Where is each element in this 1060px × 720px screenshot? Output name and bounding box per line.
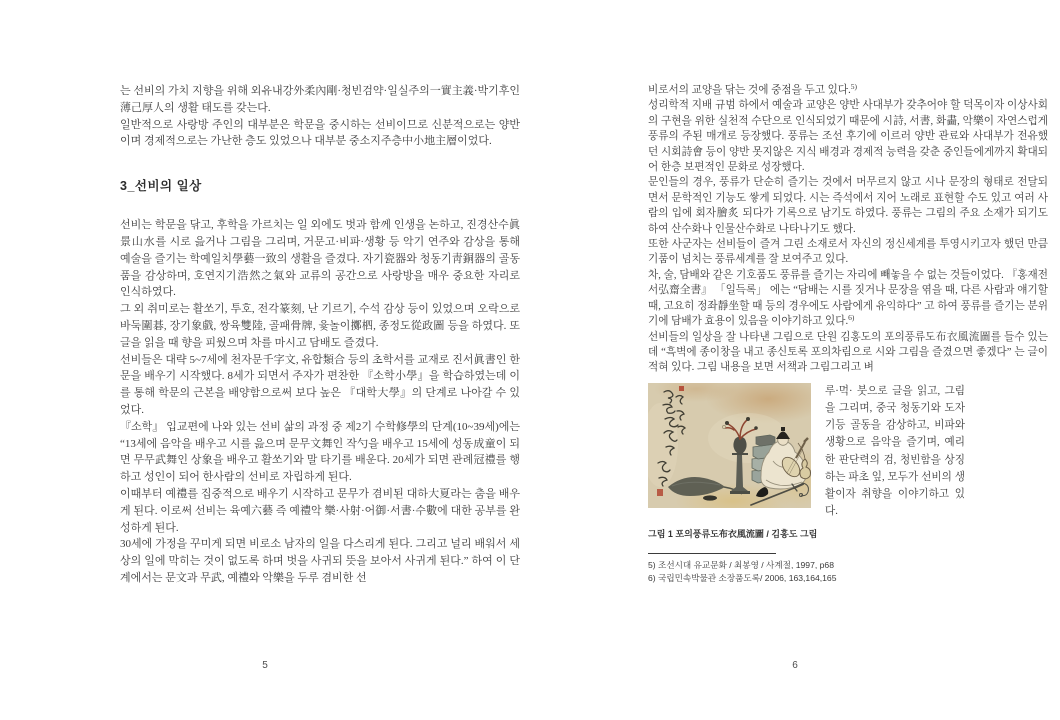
figure-painting-poui-pungnyudo [648,383,811,508]
paragraph: 는 선비의 가치 지향을 위해 외유내강外柔內剛·청빈검약·일실주의一實主義·박기후인薄己厚人의 생활 태도를 갖는다. [120,85,520,114]
figure-block [648,383,1048,541]
footnotes-block [648,553,918,584]
paragraph: 성리학적 지배 규범 하에서 예술과 교양은 양반 사대부가 갖추어야 할 덕목이자 이상사회의 구현을 위한 실천적 수단으로 인식되었기 때문에 시詩, 서書, 화畵, 악樂이 자연스럽게 풍류의 주된 매개로 등장했다. 풍류는 조선 후기에 이르러 양반 관료와 사대부가 전유했던 시회詩會 등이 양반 못지않은 지식 배경과 경제적 능력을 갖춘 중인들에게까지 확대되어 한층 보편적인 문화로 성장했다. [648,100,1048,174]
paragraph: 선비들은 대략 5~7세에 천자문千字文, 유합類合 등의 초학서를 교재로 진서眞書인 한문을 배우기 시작했다. 8세가 되면서 주자가 편찬한 『소학小學』을 학습하였는데 이를 통해 학문의 근본을 배양함으로써 보다 높은 『대학大學』의 단계로 나아갈 수 있었다. [120,353,520,416]
footnote: 5) 조선시대 유교문화 / 최봉영 / 사계절, 1997, p68 [648,560,834,571]
paragraph: 또한 사군자는 선비들이 즐겨 그린 소재로서 자신의 정신세계를 투영시키고자 했던 만큼 기품이 넘치는 풍류세계를 잘 보여주고 있다. [648,239,1048,266]
page-number-right: 6 [792,660,798,671]
paragraph: 그 외 취미로는 활쏘기, 투호, 전각篆刻, 난 기르기, 수석 감상 등이 있었으며 오락으로 바둑圍碁, 장기象戲, 쌍육雙陸, 골패骨牌, 윷놀이擲柶, 종정도從政圖 등을 하였다. 또 글을 읽을 때 향을 피웠으며 차를 마시고 담배도 즐겼다. [120,303,520,349]
left-text-column [120,83,520,587]
paragraph: 30세에 가정을 꾸미게 되면 비로소 남자의 일을 다스리게 된다. 그리고 널리 배워서 세상의 일에 막히는 것이 없도록 하며 벗을 사귀되 뜻을 보아서 사귀게 된다.” 하여 이 단계에서는 문文과 무武, 예禮와 악樂을 두루 겸비한 선 [120,538,520,584]
footnote-reference: 6) [848,313,855,323]
paragraph: 이때부터 예禮를 집중적으로 배우기 시작하고 문무가 겸비된 대하大夏라는 춤을 배우게 된다. 이로써 선비는 육예六藝 즉 예禮악 樂·사射·어御·서書·수數에 대한 공부를 완성하게 된다. [120,487,520,534]
footnote-divider [648,553,776,554]
paragraph: 선비는 학문을 닦고, 후학을 가르치는 일 외에도 벗과 함께 인생을 논하고, 진경산수眞景山水를 시로 읊거나 그림을 그리며, 거문고·비파·생황 등 악기 연주와 감상을 통해 예술을 즐기는 학예일치學藝一致의 생활을 즐겼다. 자기瓷器와 청동기靑銅器의 골동품을 감상하며, 호연지기浩然之氣와 교류의 공간으로 사랑방을 매우 중요한 자리로 인식하였다. [120,219,520,299]
page-right [530,0,1060,720]
footnote: 6) 국립민속박물관 소장품도록/ 2006, 163,164,165 [648,572,837,583]
paragraph-text: 차, 술, 담배와 같은 기호품도 풍류를 즐기는 자리에 빼놓을 수 없는 것들이었다. 『홍재전서弘齋全書』 「일득록」 에는 “담배는 시를 짓거나 문장을 엮을 때, 다른 사람과 얘기할 때, 고요히 정좌靜坐할 때 등의 경우에도 사람에게 유익하다” 고 하여 풍류를 즐기는 분위기에 담배가 효용이 있음을 이야기하고 있다. [648,269,1048,328]
red-seal-top [679,386,684,391]
paragraph-text: 비로서의 교양을 닦는 것에 중점을 두고 있다. [648,85,851,96]
paragraph [648,83,1048,98]
paragraph: 선비들의 일상을 잘 나타낸 그림으로 단원 김홍도의 포의풍류도布衣風流圖를 들수 있는데 “흑벽에 종이창을 내고 종신토록 포의차림으로 시와 그림을 즐겼으면 좋겠다” 는 글이 적혀 있다. 그림 내용을 보면 서책과 그림그리고 벼 [648,331,1048,374]
footnote-reference: 5) [850,82,857,91]
paragraph [648,268,1048,330]
red-seal-bottom [657,489,663,496]
paragraph: 『소학』 입교편에 나와 있는 선비 삶의 과정 중 제2기 수학修學의 단계(10~39세)에는 “13세에 음악을 배우고 시를 읊으며 문무文舞인 작勺을 배우고 15세에 성동成童이 되면 무무武舞인 상象을 배우고 활쏘기와 말 타기를 배운다. 20세가 되면 관례冠禮를 행하고 성인이 되어 한사람의 선비로 자립하게 된다. [120,420,520,484]
page-number-left: 5 [262,660,268,671]
figure-side-text: 루·먹· 붓으로 글을 읽고, 그림을 그리며, 중국 청동기와 도자기등 골동을 감상하고, 비파와 생황으로 음악을 즐기며, 예리한 판단력의 검, 청빈함을 상징하는 파초 잎, 모두가 선비의 생활이자 취향을 이야기하고 있다. [825,385,965,518]
paragraph: 문인들의 경우, 풍류가 단순히 즐기는 것에서 머무르지 않고 시나 문장의 형태로 전달되면서 문학적인 기능도 쌓게 되었다. 시는 즉석에서 지어 노래로 표현할 수도 있고 여러 사람의 입에 회자膾炙 되다가 기록으로 남기도 하였다. 풍류는 그림의 주요 소재가 되기도 하여 산수화나 인물산수화로 나타나기도 했다. [648,177,1048,235]
section-heading: 3_선비의 일상 [120,179,202,194]
figure-caption: 그림 1 포의풍류도布衣風流圖 / 김홍도 그림 [648,529,818,540]
paragraph: 일반적으로 사랑방 주인의 대부분은 학문을 중시하는 선비이므로 신분적으로는 양반이며 경제적으로는 가난한 층도 있었으나 대부분 중소지주층中小地主層이었다. [120,118,520,148]
right-text-column [648,83,1048,584]
